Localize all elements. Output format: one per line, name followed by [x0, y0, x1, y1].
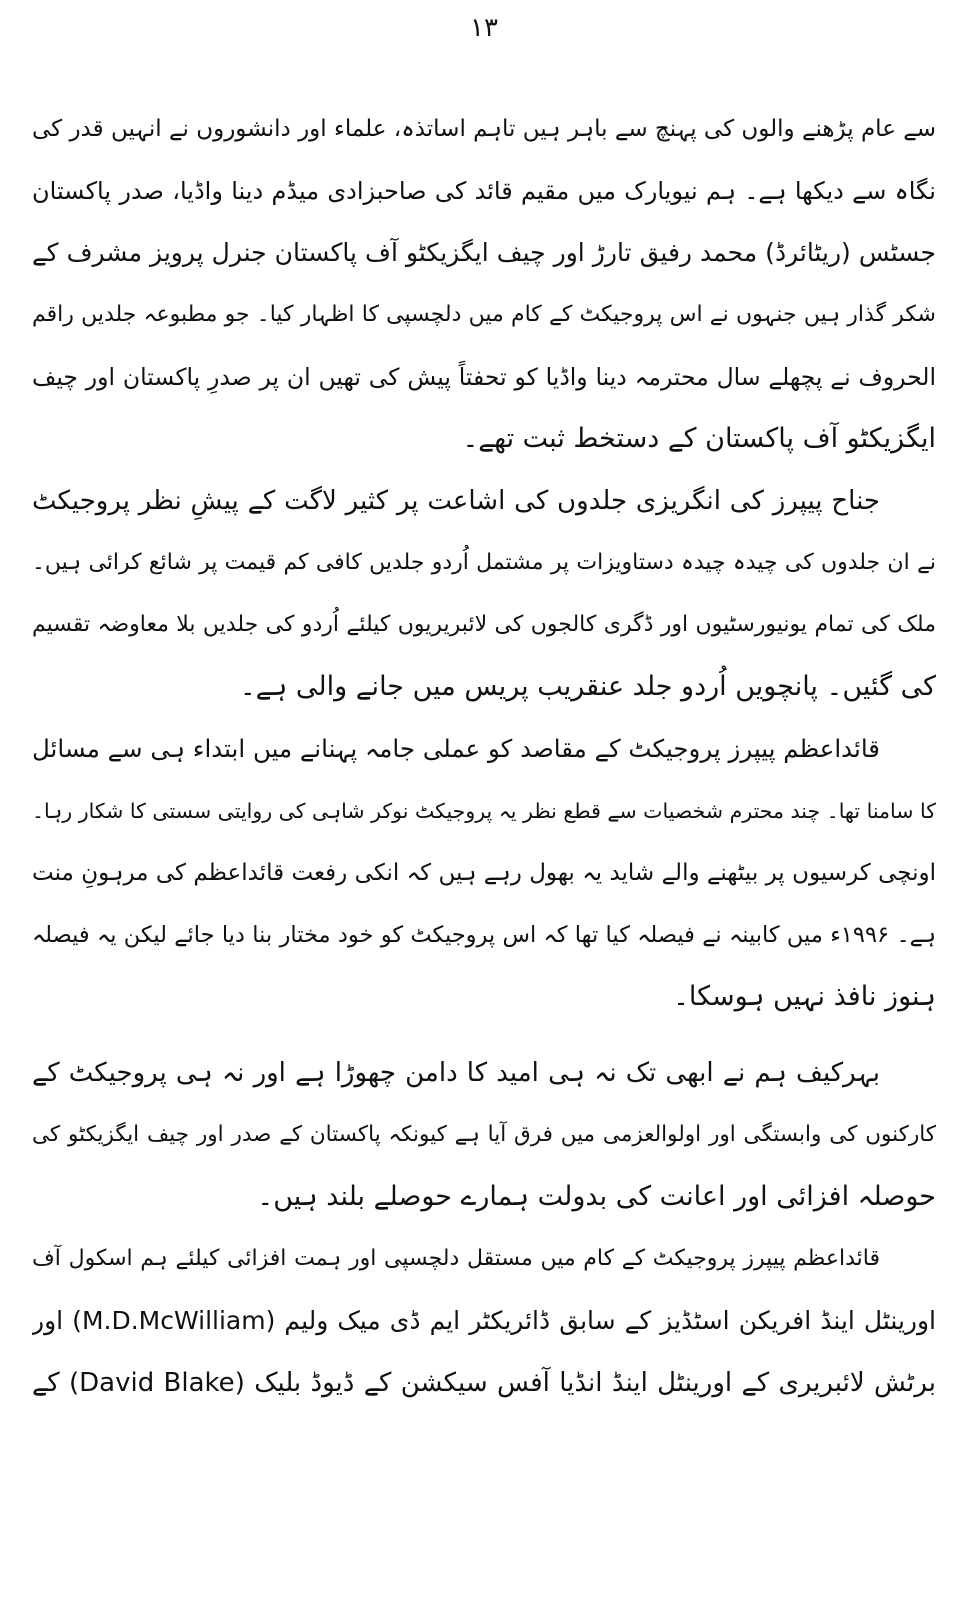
text-line: حوصلہ افزائی اور اعانت کی بدولت ہمارے حوصلے بلند ہیں۔	[257, 1181, 936, 1212]
text-line: ہنوز نافذ نہیں ہوسکا۔	[673, 981, 936, 1012]
paragraph-2	[32, 470, 936, 718]
text-line: اورینٹل اینڈ افریکن اسٹڈیز کے سابق ڈائریکٹر ایم ڈی میک ولیم (M.D.McWilliam) اور	[32, 1306, 936, 1335]
paragraph-1	[32, 98, 936, 470]
text-line: برٹش لائبریری کے اورینٹل اینڈ انڈیا آفس سیکشن کے ڈیوڈ بلیک (David Blake) کے	[32, 1368, 936, 1398]
text-line: ملک کی تمام یونیورسٹیوں اور ڈگری کالجوں کی لائبریریوں کیلئے اُردو کی جلدیں بلا معاوضہ تقسیم	[32, 612, 936, 637]
text-line: جناح پیپرز کی انگریزی جلدوں کی اشاعت پر کثیر لاگت کے پیشِ نظر پروجیکٹ	[32, 486, 880, 516]
text-line: شکر گذار ہیں جنہوں نے اس پروجیکٹ کے کام میں دلچسپی کا اظہار کیا۔ جو مطبوعہ جلدیں راقم	[32, 302, 936, 327]
text-line: قائداعظم پیپرز پروجیکٹ کے کام میں مستقل دلچسپی اور ہمت افزائی کیلئے ہم اسکول آف	[32, 1246, 880, 1271]
paragraph-5	[32, 1228, 936, 1414]
paragraph-3	[32, 718, 936, 1028]
text-line: کا سامنا تھا۔ چند محترم شخصیات سے قطع نظر یہ پروجیکٹ نوکر شاہی کی روایتی سستی کا شکار رہا۔	[32, 799, 936, 823]
page-number: ۱۳	[470, 13, 498, 43]
text-line: ہے۔ ۱۹۹۶ء میں کابینہ نے فیصلہ کیا تھا کہ اس پروجیکٹ کو خود مختار بنا دیا جائے لیکن یہ فیصلہ	[32, 922, 936, 948]
body-text	[32, 98, 936, 1414]
text-line: سے عام پڑھنے والوں کی پہنچ سے باہر ہیں تاہم اساتذہ، علماء اور دانشوروں نے انہیں قدر کی	[32, 116, 936, 142]
paragraph-gap	[32, 1028, 936, 1042]
text-line: کی گئیں۔ پانچویں اُردو جلد عنقریب پریس میں جانے والی ہے۔	[239, 671, 936, 702]
text-line: الحروف نے پچھلے سال محترمہ دینا واڈیا کو تحفتاً پیش کی تھیں ان پر صدرِ پاکستان اور چیف	[32, 363, 936, 391]
text-line: جسٹس (ریٹائرڈ) محمد رفیق تارڑ اور چیف ایگزیکٹو آف پاکستان جنرل پرویز مشرف کے	[32, 238, 936, 267]
text-line: قائداعظم پیپرز پروجیکٹ کے مقاصد کو عملی جامہ پہنانے میں ابتداء ہی سے مسائل	[32, 734, 880, 763]
text-line: اونچی کرسیوں پر بیٹھنے والے شاید یہ بھول رہے ہیں کہ انکی رفعت قائداعظم کی مرہونِ منت	[32, 860, 936, 886]
text-line: نے ان جلدوں کی چیدہ چیدہ دستاویزات پر مشتمل اُردو جلدیں کافی کم قیمت پر شائع کرائی ہیں۔	[32, 550, 936, 575]
paragraph-4	[32, 1042, 936, 1228]
text-line: بہرکیف ہم نے ابھی تک نہ ہی امید کا دامن چھوڑا ہے اور نہ ہی پروجیکٹ کے	[32, 1058, 880, 1088]
text-line: کارکنوں کی وابستگی اور اولوالعزمی میں فرق آیا ہے کیونکہ پاکستان کے صدر اور چیف ایگزیکٹو کی	[32, 1122, 936, 1147]
text-line: نگاہ سے دیکھا ہے۔ ہم نیویارک میں مقیم قائد کی صاحبزادی میڈم دینا واڈیا، صدر پاکستان	[32, 177, 936, 205]
text-line: ایگزیکٹو آف پاکستان کے دستخط ثبت تھے۔	[462, 423, 936, 454]
